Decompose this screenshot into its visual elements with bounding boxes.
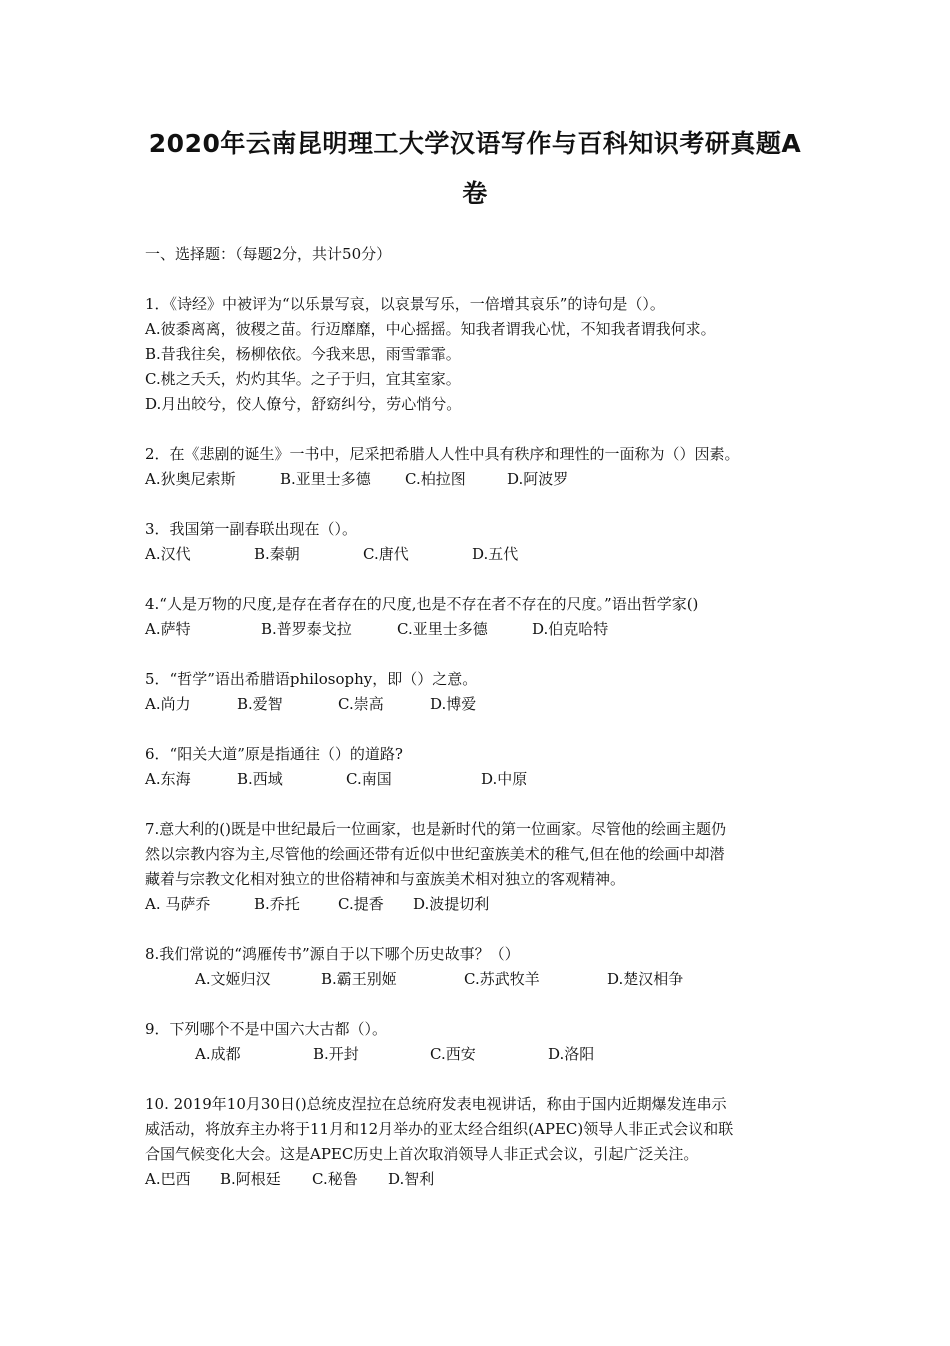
question-2-option-b: B.亚里士多德 xyxy=(280,470,371,488)
question-6-option-b: B.西域 xyxy=(237,770,283,788)
question-8-option-b: B.霸王别姬 xyxy=(321,970,397,988)
question-5-option-a: A.尚力 xyxy=(145,695,191,713)
question-3-option-a: A.汉代 xyxy=(145,545,191,563)
question-9-option-c: C.西安 xyxy=(430,1045,476,1063)
question-10-option-d: D.智利 xyxy=(388,1170,435,1188)
question-5-option-d: D.博爱 xyxy=(430,695,477,713)
question-1-option-c: C.桃之夭夭，灼灼其华。之子于归，宜其室家。 xyxy=(145,370,461,388)
question-7-stem-line1: 7.意大利的()既是中世纪最后一位画家，也是新时代的第一位画家。尽管他的绘画主题仍 xyxy=(145,820,727,838)
question-7-option-d: D.波提切利 xyxy=(413,895,490,913)
question-10-stem-line3: 合国气候变化大会。这是APEC历史上首次取消领导人非正式会议，引起广泛关注。 xyxy=(145,1145,699,1163)
question-1-option-b: B.昔我往矣，杨柳依依。今我来思，雨雪霏霏。 xyxy=(145,345,461,363)
question-1-option-a: A.彼黍离离，彼稷之苗。行迈靡靡，中心摇摇。知我者谓我心忧，不知我者谓我何求。 xyxy=(145,320,716,338)
question-6-stem: 6．“阳关大道”原是指通往（）的道路? xyxy=(145,745,403,763)
question-10-stem-line1: 10. 2019年10月30日()总统皮涅拉在总统府发表电视讲话，称由于国内近期爆发连串示 xyxy=(145,1095,727,1113)
question-9-option-a: A.成都 xyxy=(195,1045,241,1063)
question-3-option-c: C.唐代 xyxy=(363,545,409,563)
question-2-option-a: A.狄奥尼索斯 xyxy=(145,470,236,488)
question-2-option-c: C.柏拉图 xyxy=(405,470,466,488)
section-heading: 一、选择题：（每题2分，共计50分） xyxy=(145,245,392,263)
question-8-option-c: C.苏武牧羊 xyxy=(464,970,540,988)
question-5-option-c: C.崇高 xyxy=(338,695,384,713)
question-9-stem: 9．下列哪个不是中国六大古都（）。 xyxy=(145,1020,388,1038)
question-3-option-b: B.秦朝 xyxy=(254,545,300,563)
question-8-option-d: D.楚汉相争 xyxy=(607,970,684,988)
question-3-option-d: D.五代 xyxy=(472,545,519,563)
document-title-line2: 卷 xyxy=(462,179,488,208)
question-5-stem: 5．“哲学”语出希腊语philosophy，即（）之意。 xyxy=(145,670,478,688)
question-3-stem: 3．我国第一副春联出现在（）。 xyxy=(145,520,358,538)
question-10-option-a: A.巴西 xyxy=(145,1170,191,1188)
question-4-option-d: D.伯克哈特 xyxy=(532,620,609,638)
question-7-option-b: B.乔托 xyxy=(254,895,300,913)
document-title-line1: 2020年云南昆明理工大学汉语写作与百科知识考研真题A xyxy=(148,129,802,158)
question-6-option-d: D.中原 xyxy=(481,770,528,788)
question-10-option-c: C.秘鲁 xyxy=(312,1170,358,1188)
question-4-option-b: B.普罗泰戈拉 xyxy=(261,620,352,638)
question-5-option-b: B.爱智 xyxy=(237,695,283,713)
question-7-stem-line2: 然以宗教内容为主,尽管他的绘画还带有近似中世纪蛮族美术的稚气,但在他的绘画中却潜 xyxy=(145,845,725,863)
question-2-option-d: D.阿波罗 xyxy=(507,470,569,488)
question-4-stem: 4.“人是万物的尺度,是存在者存在的尺度,也是不存在者不存在的尺度。”语出哲学家() xyxy=(145,595,699,613)
question-4-option-a: A.萨特 xyxy=(145,620,191,638)
question-7-option-a: A. 马萨乔 xyxy=(145,895,211,913)
question-9-option-d: D.洛阳 xyxy=(548,1045,595,1063)
question-7-option-c: C.提香 xyxy=(338,895,384,913)
question-9-option-b: B.开封 xyxy=(313,1045,359,1063)
question-6-option-c: C.南国 xyxy=(346,770,392,788)
question-10-stem-line2: 威活动，将放弃主办将于11月和12月举办的亚太经合组织(APEC)领导人非正式会议和联 xyxy=(145,1120,734,1138)
question-1-option-d: D.月出皎兮，佼人僚兮，舒窈纠兮，劳心悄兮。 xyxy=(145,395,462,413)
question-8-stem: 8.我们常说的“鸿雁传书”源自于以下哪个历史故事？（） xyxy=(145,945,520,963)
question-8-option-a: A.文姬归汉 xyxy=(195,970,271,988)
question-10-option-b: B.阿根廷 xyxy=(220,1170,281,1188)
question-7-stem-line3: 藏着与宗教文化相对独立的世俗精神和与蛮族美术相对独立的客观精神。 xyxy=(145,870,626,888)
question-6-option-a: A.东海 xyxy=(145,770,191,788)
question-1-stem: 1．《诗经》中被评为“以乐景写哀，以哀景写乐，一倍增其哀乐”的诗句是（）。 xyxy=(145,295,665,313)
question-4-option-c: C.亚里士多德 xyxy=(397,620,488,638)
question-2-stem: 2．在《悲剧的诞生》一书中，尼采把希腊人人性中具有秩序和理性的一面称为（）因素。 xyxy=(145,445,740,463)
